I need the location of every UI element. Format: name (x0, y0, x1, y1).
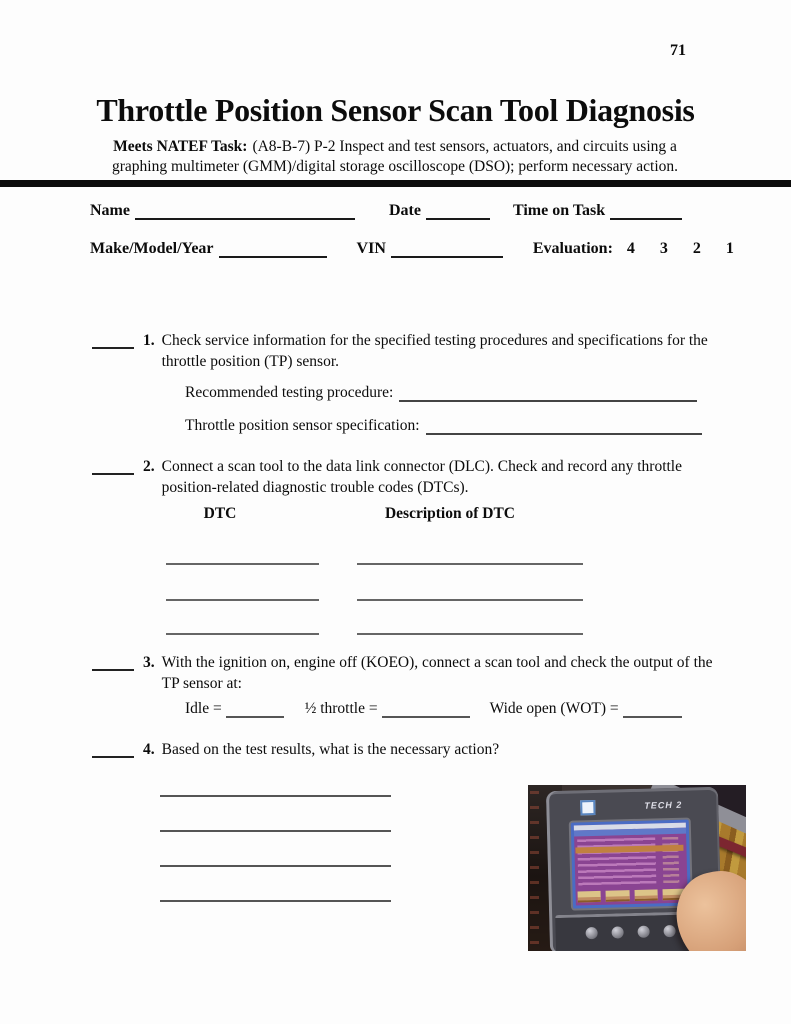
task-item-3 (92, 652, 730, 694)
dtc-blank-row2-code (166, 586, 319, 601)
dtc-description-column-header: Description of DTC (384, 505, 516, 522)
wide-open-label: Wide open (WOT) = (489, 700, 619, 717)
device-button-4 (663, 925, 675, 937)
vehicle-row (90, 240, 750, 258)
task-item-4 (92, 739, 730, 760)
dtc-blank-row3-code (166, 620, 319, 635)
vin-blank (391, 253, 503, 258)
task-1-number: 1. (143, 332, 155, 349)
date-label: Date (388, 202, 421, 219)
procedure-field (185, 384, 697, 402)
dtc-blank-row3-description (357, 620, 583, 635)
name-label: Name (90, 202, 130, 219)
task-4-number: 4. (143, 741, 155, 758)
natef-task-statement (89, 137, 701, 177)
softkey-1 (578, 891, 602, 903)
identity-row (90, 202, 730, 220)
natef-task-text: (A8-B-7) P-2 Inspect and test sensors, actuators, and circuits using a graphing multimeter (GMM)/digital storage oscilloscope (DSO); perform necessary action. (111, 138, 679, 176)
answer-line-2 (160, 817, 391, 832)
evaluation-score-1: 1 (725, 240, 734, 257)
device-logo-icon (580, 800, 595, 815)
task-2-text: Connect a scan tool to the data link connector (DLC). Check and record any throttle position-related diagnostic trouble codes (DTCs). (161, 458, 682, 496)
idle-label: Idle = (185, 700, 222, 717)
device-screen (571, 820, 691, 909)
make-model-year-blank (219, 253, 327, 258)
page-number: 71 (670, 42, 686, 59)
screen-data-rows (577, 837, 656, 885)
dtc-column-header: DTC (203, 505, 237, 522)
procedure-label: Recommended testing procedure: (185, 384, 394, 401)
wide-open-blank (623, 713, 682, 718)
device-model-label: TECH 2 (644, 799, 683, 811)
task-2-number: 2. (143, 458, 155, 475)
photo-background-detail (530, 791, 539, 945)
softkey-2 (606, 890, 630, 902)
idle-blank (226, 713, 284, 718)
tp-output-row (185, 700, 682, 718)
answer-line-1 (160, 782, 391, 797)
task-1-text: Check service information for the specified testing procedures and specifications for the throttle position (TP) sensor. (161, 332, 708, 370)
specification-blank (426, 430, 702, 435)
screen-softkey-row (578, 889, 686, 903)
task-3-text: With the ignition on, engine off (KOEO), connect a scan tool and check the output of the TP sensor at: (161, 654, 713, 692)
date-blank (426, 215, 490, 220)
evaluation-label: Evaluation: (532, 240, 613, 257)
scan-tool-photo (528, 785, 746, 951)
task-item-2 (92, 456, 730, 498)
half-throttle-label: ½ throttle = (304, 700, 378, 717)
answer-line-4 (160, 887, 391, 902)
vin-label: VIN (356, 240, 386, 257)
half-throttle-blank (382, 713, 470, 718)
natef-task-label: Meets NATEF Task: (113, 138, 248, 155)
task-2-check-blank (92, 456, 134, 475)
device-button-3 (637, 926, 649, 938)
device-button-1 (585, 927, 597, 939)
time-on-task-blank (610, 215, 682, 220)
task-1-check-blank (92, 330, 134, 349)
task-3-number: 3. (143, 654, 155, 671)
answer-line-3 (160, 852, 391, 867)
time-on-task-label: Time on Task (512, 202, 606, 219)
task-item-1 (92, 330, 730, 372)
evaluation-score-4: 4 (626, 240, 635, 257)
specification-label: Throttle position sensor specification: (185, 417, 420, 434)
procedure-blank (399, 397, 697, 402)
softkey-3 (634, 889, 658, 901)
specification-field (185, 417, 702, 435)
screen-value-column (662, 837, 679, 883)
task-3-check-blank (92, 652, 134, 671)
dtc-blank-row1-code (166, 550, 319, 565)
page-title: Throttle Position Sensor Scan Tool Diagnosis (96, 92, 695, 128)
make-model-year-label: Make/Model/Year (90, 240, 214, 257)
dtc-blank-row2-description (357, 586, 583, 601)
name-blank (135, 215, 355, 220)
evaluation-score-3: 3 (659, 240, 668, 257)
evaluation-score-2: 2 (692, 240, 701, 257)
device-button-2 (611, 926, 623, 938)
divider-rule (0, 180, 791, 187)
task-4-text: Based on the test results, what is the necessary action? (161, 741, 500, 758)
dtc-blank-row1-description (357, 550, 583, 565)
task-4-check-blank (92, 739, 134, 758)
